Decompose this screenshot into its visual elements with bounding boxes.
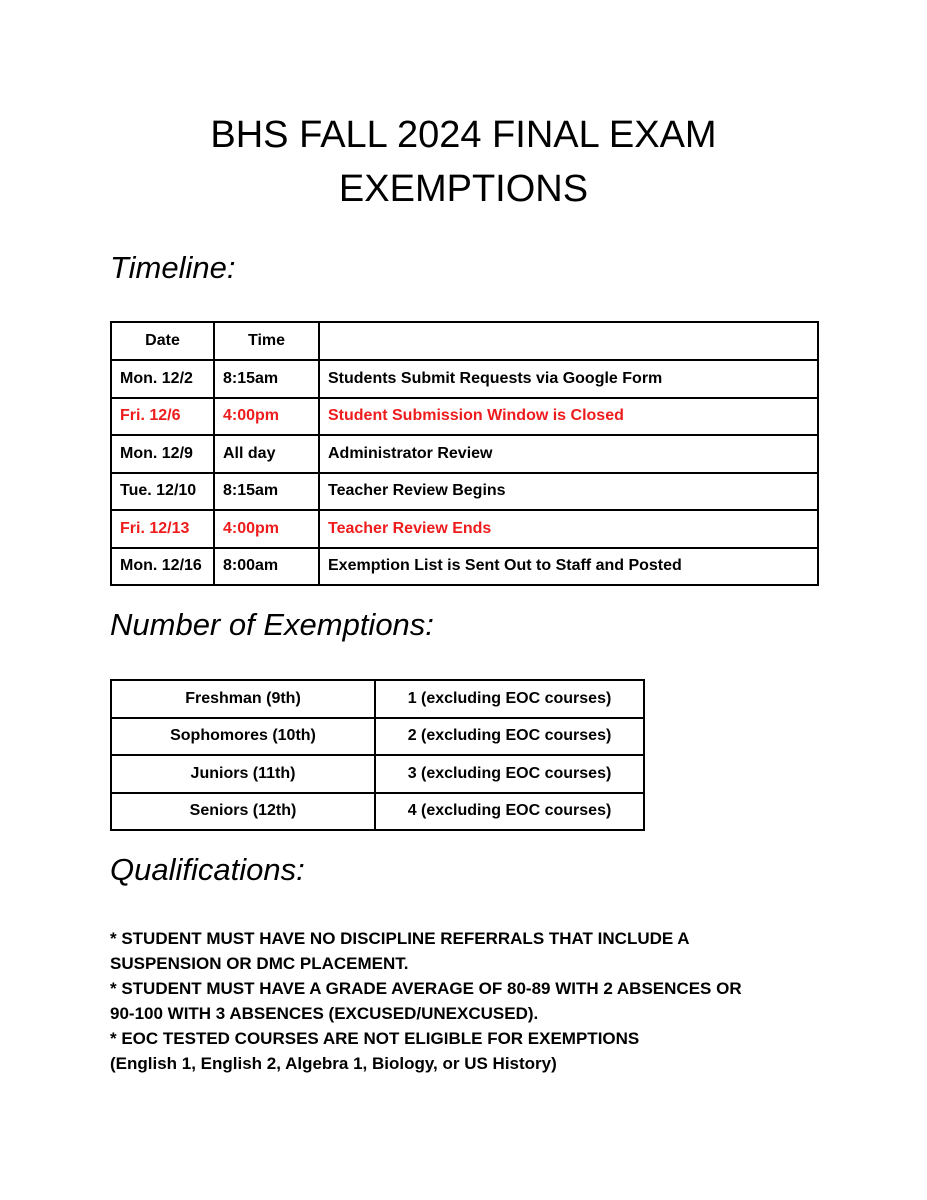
qualification-line: (English 1, English 2, Algebra 1, Biology, or US History) <box>110 1054 557 1073</box>
grade-cell: Seniors (12th) <box>111 793 375 831</box>
qualification-line: SUSPENSION OR DMC PLACEMENT. <box>110 954 409 973</box>
table-row <box>111 755 644 793</box>
row-time: 8:15am <box>214 360 319 398</box>
title-line-1: BHS FALL 2024 FINAL EXAM <box>210 114 717 156</box>
table-row <box>111 435 818 473</box>
count-cell: 1 (excluding EOC courses) <box>375 680 644 718</box>
timeline-table <box>110 321 819 586</box>
table-row <box>111 398 818 436</box>
exemptions-heading: Number of Exemptions: <box>110 607 434 642</box>
row-date: Fri. 12/6 <box>111 398 214 436</box>
row-date: Tue. 12/10 <box>111 473 214 511</box>
row-date: Mon. 12/16 <box>111 548 214 586</box>
qualification-line: 90-100 WITH 3 ABSENCES (EXCUSED/UNEXCUSED). <box>110 1004 539 1023</box>
qualification-line: * STUDENT MUST HAVE A GRADE AVERAGE OF 80-89 WITH 2 ABSENCES OR <box>110 979 742 998</box>
table-row <box>111 510 818 548</box>
table-row <box>111 680 644 718</box>
row-event: Teacher Review Ends <box>319 510 818 548</box>
count-cell: 3 (excluding EOC courses) <box>375 755 644 793</box>
qualifications-list <box>110 926 810 1076</box>
row-time: All day <box>214 435 319 473</box>
table-row <box>111 360 818 398</box>
row-date: Mon. 12/2 <box>111 360 214 398</box>
qualification-line: * STUDENT MUST HAVE NO DISCIPLINE REFERRALS THAT INCLUDE A <box>110 929 690 948</box>
row-event: Teacher Review Begins <box>319 473 818 511</box>
count-cell: 4 (excluding EOC courses) <box>375 793 644 831</box>
header-event <box>319 322 818 360</box>
page-title <box>0 108 927 216</box>
qualification-line: * EOC TESTED COURSES ARE NOT ELIGIBLE FOR EXEMPTIONS <box>110 1029 640 1048</box>
grade-cell: Sophomores (10th) <box>111 718 375 756</box>
header-time: Time <box>214 322 319 360</box>
row-time: 8:15am <box>214 473 319 511</box>
row-event: Student Submission Window is Closed <box>319 398 818 436</box>
table-row <box>111 718 644 756</box>
row-time: 4:00pm <box>214 398 319 436</box>
row-event: Exemption List is Sent Out to Staff and Posted <box>319 548 818 586</box>
title-line-2: EXEMPTIONS <box>338 168 589 210</box>
row-time: 8:00am <box>214 548 319 586</box>
table-row <box>111 548 818 586</box>
row-event: Administrator Review <box>319 435 818 473</box>
qualifications-heading: Qualifications: <box>110 852 305 887</box>
grade-cell: Freshman (9th) <box>111 680 375 718</box>
row-date: Fri. 12/13 <box>111 510 214 548</box>
count-cell: 2 (excluding EOC courses) <box>375 718 644 756</box>
row-date: Mon. 12/9 <box>111 435 214 473</box>
exemptions-table <box>110 679 645 831</box>
table-row <box>111 793 644 831</box>
header-date: Date <box>111 322 214 360</box>
row-event: Students Submit Requests via Google Form <box>319 360 818 398</box>
table-header-row <box>111 322 818 360</box>
grade-cell: Juniors (11th) <box>111 755 375 793</box>
table-row <box>111 473 818 511</box>
row-time: 4:00pm <box>214 510 319 548</box>
timeline-heading: Timeline: <box>110 250 236 285</box>
